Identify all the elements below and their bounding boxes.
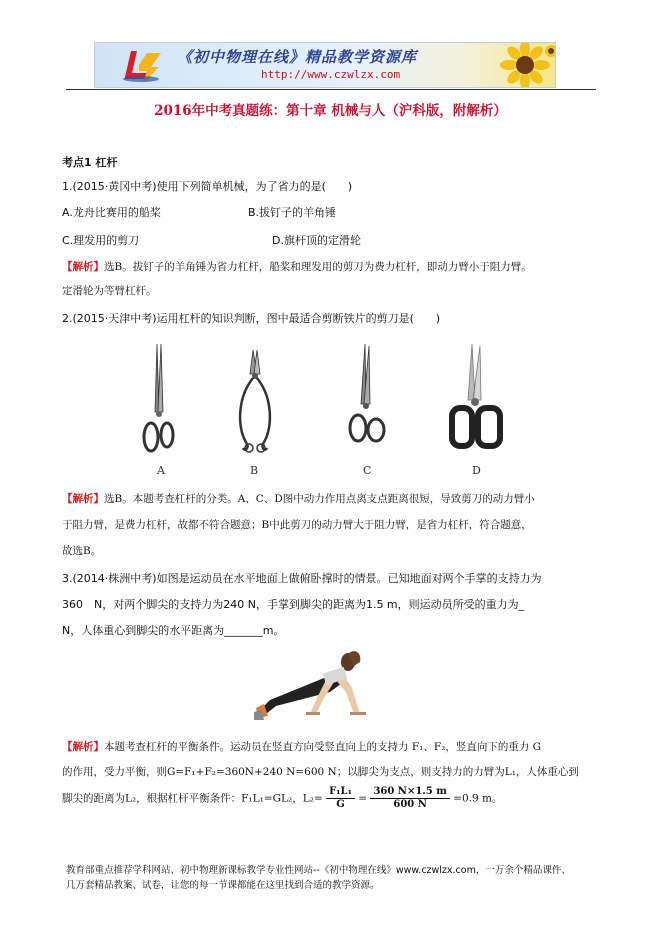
q3-analysis-text: 本题考查杠杆的平衡条件。运动员在竖直方向受竖直向上的支持力 F₁、F₂，竖直向下的重力 G <box>104 741 542 753</box>
q1-analysis-line1 <box>62 260 532 274</box>
q3-stem-line2: 360 N，对两个脚尖的支持力为240 N，手掌到脚尖的距离为1.5 m，则运动员所受的重力为_ <box>62 598 525 611</box>
scissors-a-icon <box>140 342 180 457</box>
caption-b: B <box>250 464 259 477</box>
q2-stem: 2.(2015·天津中考)运用杠杆的知识判断，图中最适合剪断铁片的剪刀是( ) <box>62 312 441 325</box>
fraction-value <box>370 786 449 811</box>
site-logo-icon <box>121 47 165 85</box>
q1-option-b: B.拔钉子的羊角锤 <box>248 206 337 219</box>
scissors-c-icon <box>350 344 384 441</box>
footer-line2: 几万套精品教案、试卷，让您的每一节课都能在这里找到合适的教学资源。 <box>66 880 380 891</box>
q3-stem-line1: 3.(2014·株洲中考)如图是运动员在水平地面上做俯卧撑时的情景。已知地面对两个手掌的支持力为 <box>62 572 542 585</box>
q1-option-a: A.龙舟比赛用的船桨 <box>62 206 161 219</box>
pushup-athlete-illustration <box>254 651 366 720</box>
sunflower-icon <box>485 43 555 87</box>
scissors-d-icon <box>452 344 500 446</box>
header-banner <box>94 42 556 88</box>
section-heading: 考点1 杠杆 <box>62 156 118 169</box>
q3-analysis-tag: 【解析】 <box>62 741 104 753</box>
document-title: 2016年中考真题练：第十章 机械与人（沪科版，附解析） <box>154 103 507 119</box>
q1-stem: 1.(2015·黄冈中考)使用下列简单机械，为了省力的是( ) <box>62 180 353 193</box>
fraction-l2-denominator: G <box>336 799 345 810</box>
q1-analysis-text: 选B。拔钉子的羊角锤为省力杠杆，船桨和理发用的剪刀为费力杠杆，即动力臂小于阻力臂。 <box>104 261 532 273</box>
footer-line1: 教育部重点推荐学科网站、初中物理新课标教学专业性网站--《初中物理在线》www.czwlzx.com，一万余个精品课件、 <box>66 865 571 876</box>
q3-analysis-line3-pre: 脚尖的距离为L₂，根据杠杆平衡条件：F₁L₁=GL₂，L₂= <box>62 792 323 805</box>
banner-url: http://www.czwlzx.com <box>261 68 401 81</box>
caption-a: A <box>157 464 165 477</box>
fraction-l2-numerator: F₁L₁ <box>326 786 355 799</box>
q3-stem-line3: N，人体重心到脚尖的水平距离为_______m。 <box>62 624 285 637</box>
header-rule <box>66 89 596 90</box>
q1-analysis-tag: 【解析】 <box>62 261 104 273</box>
caption-c: C <box>363 464 372 477</box>
q2-analysis-line1 <box>62 492 535 506</box>
q1-option-c: C.理发用的剪刀 <box>62 234 140 247</box>
banner-title: 《初中物理在线》精品教学资源库 <box>177 48 418 66</box>
caption-d: D <box>472 464 481 477</box>
q2-analysis-line3: 故选B。 <box>62 545 102 557</box>
fraction-value-numerator: 360 N×1.5 m <box>370 786 449 799</box>
q3-analysis-line3 <box>62 786 502 811</box>
q1-option-d: D.旗杆顶的定滑轮 <box>272 234 361 247</box>
fraction-value-denominator: 600 N <box>393 799 427 810</box>
q2-analysis-tag: 【解析】 <box>62 493 104 505</box>
q2-analysis-line2: 于阻力臂，是费力杠杆，故都不符合题意；B中此剪刀的动力臂大于阻力臂，是省力杠杆，符合题意， <box>62 519 532 531</box>
scissors-b-icon <box>240 350 270 452</box>
q3-analysis-line1 <box>62 740 541 754</box>
fraction-l2 <box>326 786 355 811</box>
q3-analysis-line3-post: =0.9 m。 <box>453 792 503 805</box>
q2-analysis-text: 选B。本题考查杠杆的分类。A、C、D图中动力作用点离支点距离很短，导致剪刀的动力臂小 <box>104 493 535 505</box>
q1-analysis-line2: 定滑轮为等臂杠杆。 <box>62 285 157 297</box>
q3-analysis-line2: 的作用，受力平衡，则G=F₁+F₂=360N+240 N=600 N；以脚尖为支点，则支持力的力臂为L₁，人体重心到 <box>62 766 579 778</box>
equals-sign: = <box>358 792 368 805</box>
